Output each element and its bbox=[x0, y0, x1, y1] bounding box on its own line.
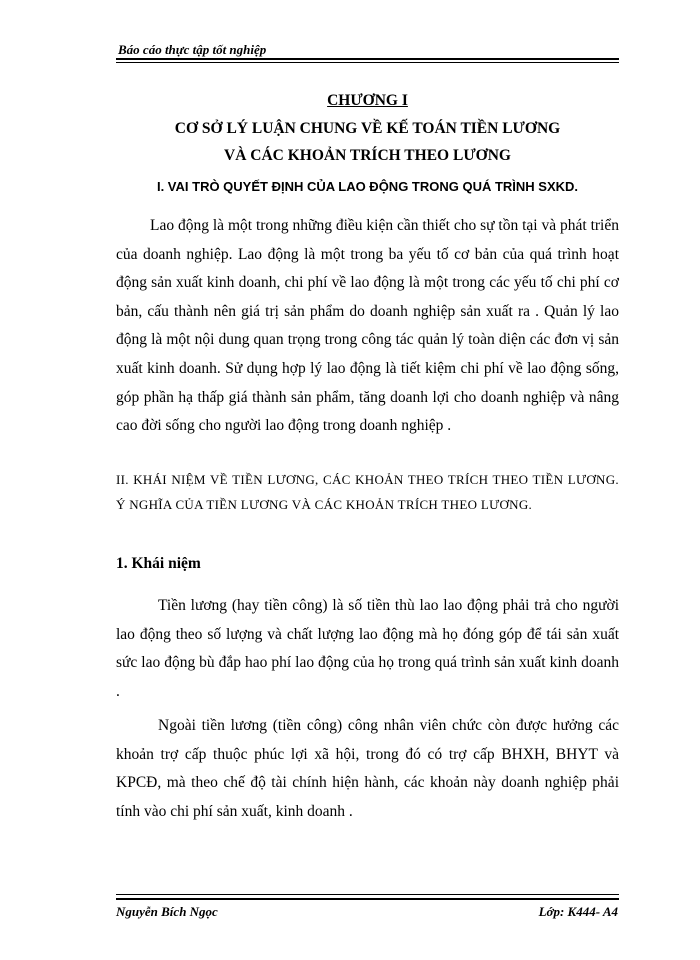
footer-class: Lớp: K444- A4 bbox=[538, 904, 618, 919]
footer-rule-thin bbox=[116, 894, 619, 895]
footer-author: Nguyễn Bích Ngọc bbox=[116, 904, 218, 919]
subsection-1-heading: 1. Khái niệm bbox=[116, 555, 201, 572]
header-rule-thin bbox=[116, 62, 619, 63]
chapter-title-line2: VÀ CÁC KHOẢN TRÍCH THEO LƯƠNG bbox=[224, 147, 511, 164]
page-header: Báo cáo thực tập tốt nghiệp bbox=[118, 42, 267, 57]
header-rule-thick bbox=[116, 58, 619, 60]
paragraph-1: Lao động là một trong những điều kiện cần thiết cho sự tồn tại và phát triển của doanh nghiệp. Lao động là một trong ba yếu tố cơ bản của quá trình hoạt động sản xuất kinh doanh, chi phí về lao động là một trong các yếu tố chi phí cơ bản, cấu thành nên giá trị sản phẩm do doanh nghiệp sản xuất ra . Quản lý lao động là một nội dung quan trọng trong công tác quản lý toàn diện các đơn vị sản xuất kinh doanh. Sử dụng hợp lý lao động là tiết kiệm chi phí về lao động sống, góp phần hạ thấp giá thành sản phẩm, tăng doanh lợi cho doanh nghiệp và nâng cao đời sống cho người lao động trong doanh nghiệp . bbox=[116, 217, 619, 435]
paragraph-2: Tiền lương (hay tiền công) là số tiền thù lao lao động phải trả cho người lao động theo số lượng và chất lượng lao động mà họ đóng góp để tái sản xuất sức lao động bù đắp hao phí lao động của họ trong quá trình sản xuất kinh doanh . bbox=[116, 597, 619, 700]
paragraph-3: Ngoài tiền lương (tiền công) công nhân viên chức còn được hưởng các khoản trợ cấp thuộc phúc lợi xã hội, trong đó có trợ cấp BHXH, BHYT và KPCĐ, mà theo chế độ tài chính hiện hành, các khoản này doanh nghiệp phải tính vào chi phí sản xuất, kinh doanh . bbox=[116, 717, 619, 820]
footer-rule-thick bbox=[116, 898, 619, 900]
section-1-heading: I. VAI TRÒ QUYẾT ĐỊNH CỦA LAO ĐỘNG TRONG QUÁ TRÌNH SXKD. bbox=[156, 179, 579, 194]
chapter-title-line1: CƠ SỞ LÝ LUẬN CHUNG VỀ KẾ TOÁN TIỀN LƯƠNG bbox=[174, 120, 561, 137]
chapter-number: CHƯƠNG I bbox=[327, 92, 408, 109]
section-2-heading: II. KHÁI NIỆM VỀ TIỀN LƯƠNG, CÁC KHOẢN THEO TRÍCH THEO TIỀN LƯƠNG. Ý NGHĨA CỦA TIỀN LƯƠNG VÀ CÁC KHOẢN TRÍCH THEO LƯƠNG. bbox=[116, 472, 619, 512]
